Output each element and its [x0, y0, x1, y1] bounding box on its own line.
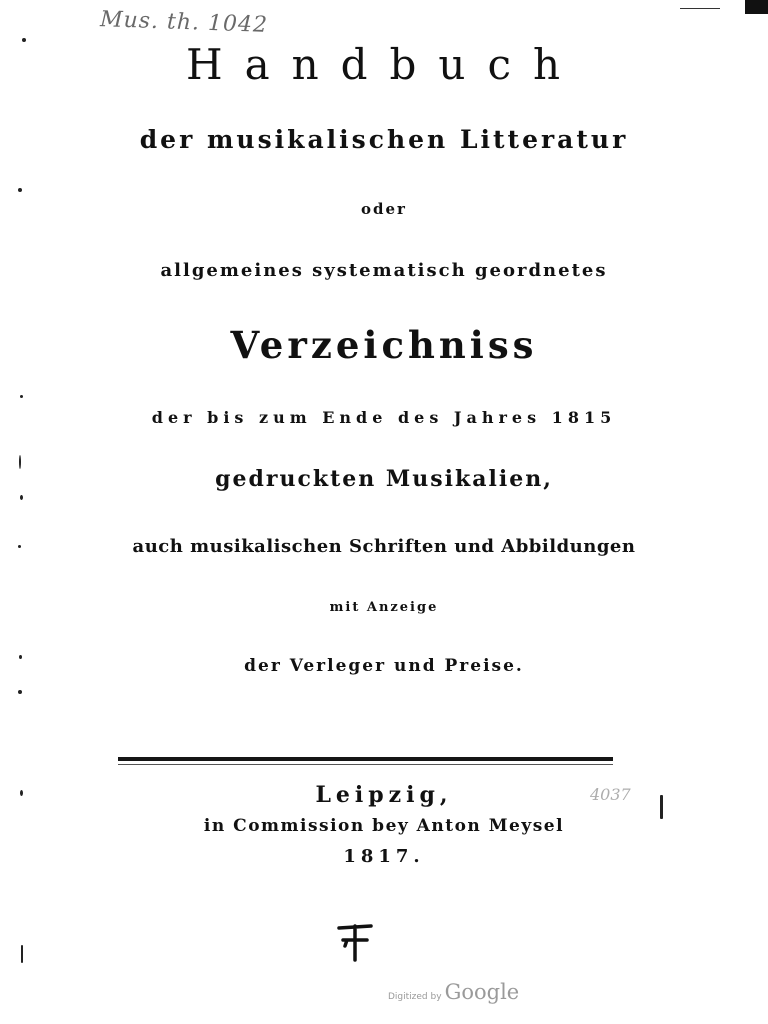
scan-speck [18, 690, 22, 694]
scan-speck [20, 495, 23, 500]
scan-speck [18, 545, 21, 548]
marginal-note: 4037 [590, 785, 631, 804]
notice-line: mit Anzeige [329, 600, 439, 615]
scan-speck [22, 38, 26, 42]
separator-rule [118, 757, 613, 761]
main-heading: Verzeichniss [230, 323, 538, 367]
watermark-brand: Google [444, 980, 520, 1004]
scan-speck [19, 655, 22, 659]
scan-speck [18, 188, 22, 192]
watermark-prefix: Digitized by [388, 992, 442, 1002]
scan-edge-line [680, 8, 720, 9]
scan-speck [20, 395, 23, 398]
scan-speck [19, 455, 21, 469]
book-title: Handbuch [185, 40, 583, 89]
library-stamp-mark [335, 920, 375, 964]
scan-speck [660, 795, 663, 819]
book-subtitle: der musikalischen Litteratur [139, 125, 629, 154]
publishers-line: der Verleger und Preise. [244, 656, 524, 676]
scan-speck [20, 790, 23, 796]
publication-year: 1817. [343, 846, 425, 867]
separator-rule-thin [118, 764, 613, 765]
printed-music-line: gedruckten Musikalien, [215, 466, 553, 492]
writings-line: auch musikalischen Schriften und Abbildungen [132, 536, 636, 557]
general-line: allgemeines systematisch geordnetes [160, 260, 608, 281]
period-line: der bis zum Ende des Jahres 1815 [151, 408, 617, 427]
commission-line: in Commission bey Anton Meysel [203, 816, 565, 836]
scan-speck [21, 945, 23, 963]
conjunction-text: oder [361, 200, 407, 218]
place-of-publication: Leipzig, [315, 782, 453, 808]
google-watermark [388, 980, 519, 1004]
scan-edge-mark [745, 0, 768, 14]
handwritten-shelfmark: Mus. th. 1042 [99, 7, 269, 38]
